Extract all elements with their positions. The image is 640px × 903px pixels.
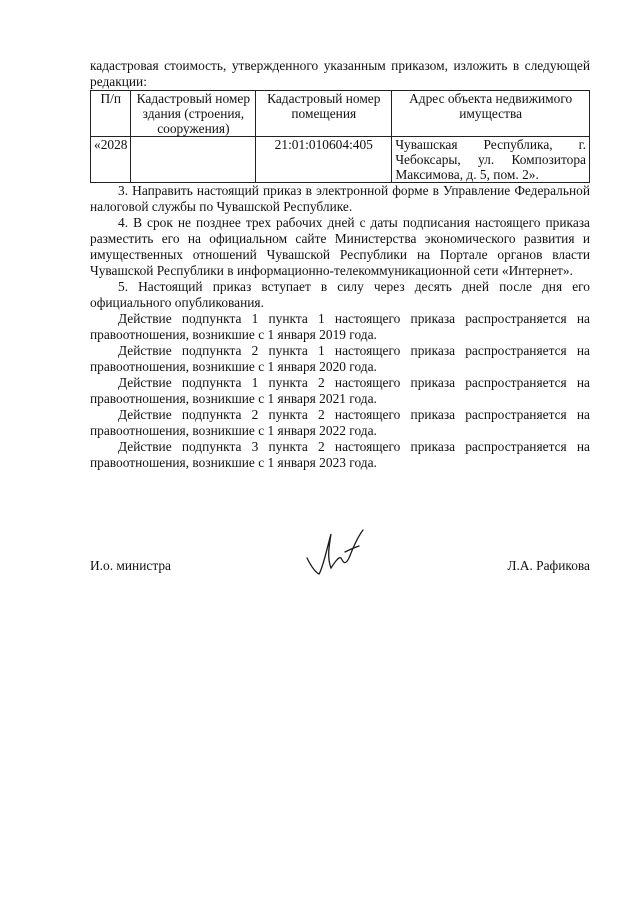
signer-role: И.о. министра — [90, 558, 171, 573]
table-header-row — [91, 91, 590, 137]
handwritten-signature — [305, 528, 365, 578]
paragraph-5: 5. Настоящий приказ вступает в силу через десять дней после дня его официального опубликования. — [90, 279, 590, 310]
property-table — [90, 90, 590, 183]
header-premise: Кадастровый номер помещения — [256, 91, 392, 137]
document-page — [90, 58, 590, 471]
header-address: Адрес объекта недвижимого имущества — [392, 91, 590, 137]
paragraph-effect-4: Действие подпункта 2 пункта 2 настоящего приказа распространяется на правоотношения, возникшие с 1 января 2022 года. — [90, 407, 590, 438]
paragraph-effect-5: Действие подпункта 3 пункта 2 настоящего приказа распространяется на правоотношения, возникшие с 1 января 2023 года. — [90, 439, 590, 470]
signer-name: Л.А. Рафикова — [507, 558, 590, 573]
cell-premise: 21:01:010604:405 — [256, 137, 392, 183]
paragraph-effect-2: Действие подпункта 2 пункта 1 настоящего приказа распространяется на правоотношения, возникшие с 1 января 2020 года. — [90, 343, 590, 374]
paragraph-effect-1: Действие подпункта 1 пункта 1 настоящего приказа распространяется на правоотношения, возникшие с 1 января 2019 года. — [90, 311, 590, 342]
paragraph-effect-3: Действие подпункта 1 пункта 2 настоящего приказа распространяется на правоотношения, возникшие с 1 января 2021 года. — [90, 375, 590, 406]
cell-num: «2028 — [91, 137, 131, 183]
table-row — [91, 137, 590, 183]
paragraph-4: 4. В срок не позднее трех рабочих дней с даты подписания настоящего приказа разместить его на официальном сайте Министерства экономического развития и имущественных отношений Чувашской Республики на Портале органов власти Чувашской Республики в информационно-телекоммуникационной сети «Интернет». — [90, 215, 590, 278]
intro-text: кадастровая стоимость, утвержденного указанным приказом, изложить в следующей редакции: — [90, 58, 590, 89]
header-num: П/п — [91, 91, 131, 137]
cell-building — [131, 137, 256, 183]
cell-address: Чувашская Республика, г. Чебоксары, ул. Композитора Максимова, д. 5, пом. 2». — [392, 137, 590, 183]
paragraph-3: 3. Направить настоящий приказ в электронной форме в Управление Федеральной налоговой службы по Чувашской Республике. — [90, 183, 590, 214]
header-building: Кадастровый номер здания (строения, сооружения) — [131, 91, 256, 137]
signature-block — [90, 558, 590, 578]
